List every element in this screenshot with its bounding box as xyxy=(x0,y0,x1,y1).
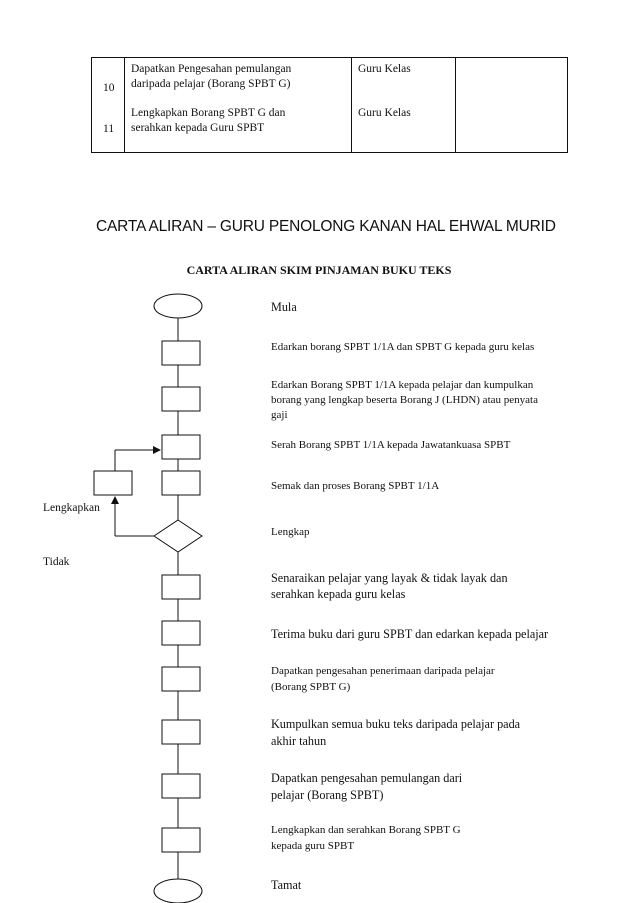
start-terminator xyxy=(154,294,202,318)
row-number: 11 xyxy=(103,123,115,135)
process-box xyxy=(162,575,200,599)
step-end: Tamat xyxy=(271,878,302,892)
step-8: Kumpulkan semua buku teks daripada pelajar pada xyxy=(271,717,521,731)
step-7: (Borang SPBT G) xyxy=(271,681,351,693)
step-8: akhir tahun xyxy=(271,734,327,748)
step-decision: Lengkap xyxy=(271,526,310,538)
flowchart-title: CARTA ALIRAN SKIM PINJAMAN BUKU TEKS xyxy=(186,263,452,277)
complete-box xyxy=(94,471,132,495)
task-text: serahkan kepada Guru SPBT xyxy=(131,122,265,134)
process-box xyxy=(162,435,200,459)
task-text: daripada pelajar (Borang SPBT G) xyxy=(131,78,291,90)
step-10: kepada guru SPBT xyxy=(271,840,355,852)
step-9: pelajar (Borang SPBT) xyxy=(271,788,384,802)
process-box xyxy=(162,341,200,365)
step-2: gaji xyxy=(271,409,288,421)
process-box xyxy=(162,720,200,744)
step-2: borang yang lengkap beserta Borang J (LHDN) atau penyata xyxy=(271,394,538,406)
process-box xyxy=(162,471,200,495)
process-box xyxy=(162,774,200,798)
person-in-charge: Guru Kelas xyxy=(358,107,411,119)
process-box xyxy=(162,828,200,852)
step-5: serahkan kepada guru kelas xyxy=(271,587,406,601)
branch-label-no: Tidak xyxy=(43,556,70,568)
step-3: Serah Borang SPBT 1/1A kepada Jawatankuasa SPBT xyxy=(271,439,511,451)
person-in-charge: Guru Kelas xyxy=(358,63,411,75)
step-6: Terima buku dari guru SPBT dan edarkan kepada pelajar xyxy=(271,627,549,641)
step-5: Senaraikan pelajar yang layak & tidak layak dan xyxy=(271,571,508,585)
task-text: Lengkapkan Borang SPBT G dan xyxy=(131,107,286,119)
row-number: 10 xyxy=(103,82,115,94)
step-7: Dapatkan pengesahan penerimaan daripada pelajar xyxy=(271,665,495,677)
step-2: Edarkan Borang SPBT 1/1A kepada pelajar dan kumpulkan xyxy=(271,379,534,391)
decision-diamond xyxy=(154,520,202,552)
task-text: Dapatkan Pengesahan pemulangan xyxy=(131,63,292,75)
branch-label-complete: Lengkapkan xyxy=(43,502,100,514)
process-box xyxy=(162,621,200,645)
process-box xyxy=(162,667,200,691)
step-start: Mula xyxy=(271,300,297,314)
process-box xyxy=(162,387,200,411)
step-10: Lengkapkan dan serahkan Borang SPBT G xyxy=(271,824,461,836)
end-terminator xyxy=(154,879,202,903)
page-heading: CARTA ALIRAN – GURU PENOLONG KANAN HAL EHWAL MURID xyxy=(96,218,556,235)
step-1: Edarkan borang SPBT 1/1A dan SPBT G kepada guru kelas xyxy=(271,341,535,353)
step-9: Dapatkan pengesahan pemulangan dari xyxy=(271,771,463,785)
step-4: Semak dan proses Borang SPBT 1/1A xyxy=(271,480,440,492)
